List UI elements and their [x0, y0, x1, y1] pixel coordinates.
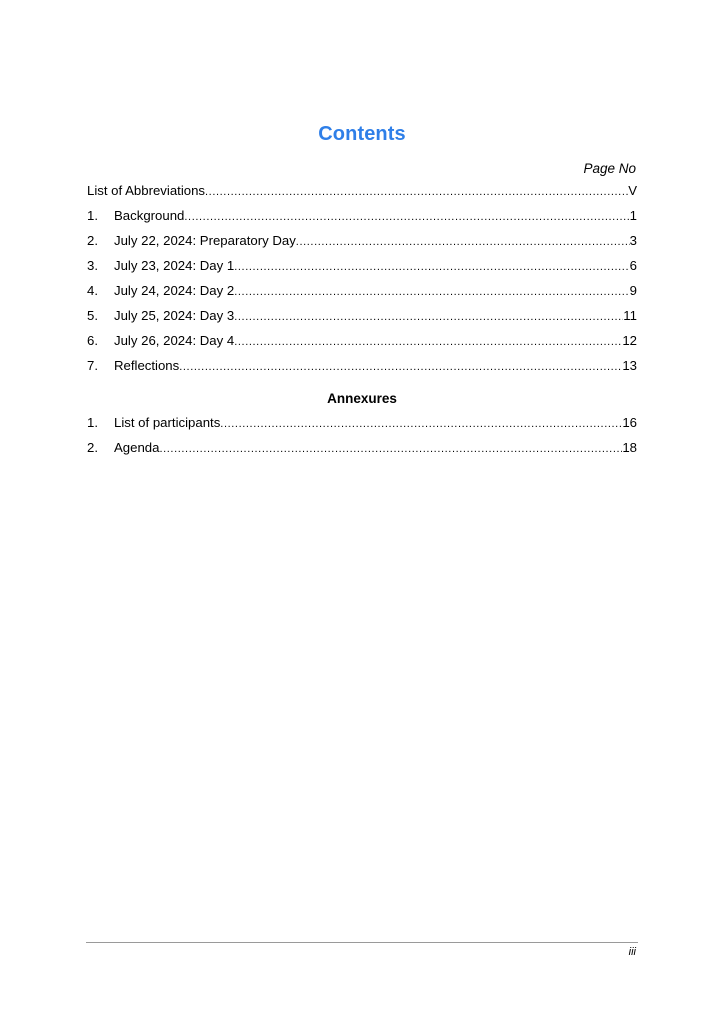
toc-entry-page: 18 [622, 440, 637, 455]
toc-entry-page: 3 [629, 233, 637, 248]
toc-entry-label: July 23, 2024: Day 1 [114, 258, 235, 273]
toc-entry-number: 2. [87, 233, 98, 248]
toc-entry-preparatory-day[interactable] [87, 233, 637, 251]
footer-divider [86, 942, 638, 943]
toc-entry-abbreviations[interactable] [87, 183, 637, 201]
toc-entry-label: Reflections [114, 358, 180, 373]
toc-entry-day-4[interactable] [87, 333, 637, 351]
dot-leader [159, 443, 622, 455]
toc-entry-day-3[interactable] [87, 308, 637, 326]
toc-entry-label: List of Abbreviations [87, 183, 206, 198]
dot-leader [179, 361, 622, 373]
toc-entry-number: 3. [87, 258, 98, 273]
annex-entry-agenda[interactable] [87, 440, 637, 458]
annex-entry-participants[interactable] [87, 415, 637, 433]
dot-leader [220, 418, 622, 430]
toc-entry-label: July 25, 2024: Day 3 [114, 308, 235, 323]
annexures-heading: Annexures [327, 391, 397, 406]
toc-entry-page: 16 [622, 415, 637, 430]
toc-entry-number: 7. [87, 358, 98, 373]
toc-entry-day-1[interactable] [87, 258, 637, 276]
toc-entry-number: 2. [87, 440, 98, 455]
dot-leader [205, 186, 628, 198]
toc-entry-page: 6 [629, 258, 637, 273]
toc-entry-number: 4. [87, 283, 98, 298]
toc-entry-label: Agenda [114, 440, 160, 455]
toc-entry-page: V [628, 183, 637, 198]
toc-entry-label: July 22, 2024: Preparatory Day [114, 233, 296, 248]
toc-entry-background[interactable] [87, 208, 637, 226]
toc-entry-page: 1 [629, 208, 637, 223]
dot-leader [234, 261, 629, 273]
toc-entry-label: July 26, 2024: Day 4 [114, 333, 235, 348]
page-title: Contents [318, 123, 406, 145]
toc-entry-number: 1. [87, 208, 98, 223]
dot-leader [234, 286, 629, 298]
toc-entry-page: 13 [622, 358, 637, 373]
toc-entry-page: 9 [629, 283, 637, 298]
toc-entry-number: 1. [87, 415, 98, 430]
toc-entry-number: 6. [87, 333, 98, 348]
toc-entry-reflections[interactable] [87, 358, 637, 376]
toc-entry-label: Background [114, 208, 185, 223]
dot-leader [234, 336, 622, 348]
toc-entry-number: 5. [87, 308, 98, 323]
dot-leader [184, 211, 629, 223]
footer-page-number: iii [628, 946, 636, 958]
dot-leader [296, 236, 630, 248]
toc-entry-label: July 24, 2024: Day 2 [114, 283, 235, 298]
toc-entry-label: List of participants [114, 415, 221, 430]
dot-leader [234, 311, 623, 323]
page-no-column-label: Page No [583, 161, 636, 176]
toc-entry-page: 12 [622, 333, 637, 348]
toc-entry-page: 11 [623, 308, 637, 323]
toc-entry-day-2[interactable] [87, 283, 637, 301]
